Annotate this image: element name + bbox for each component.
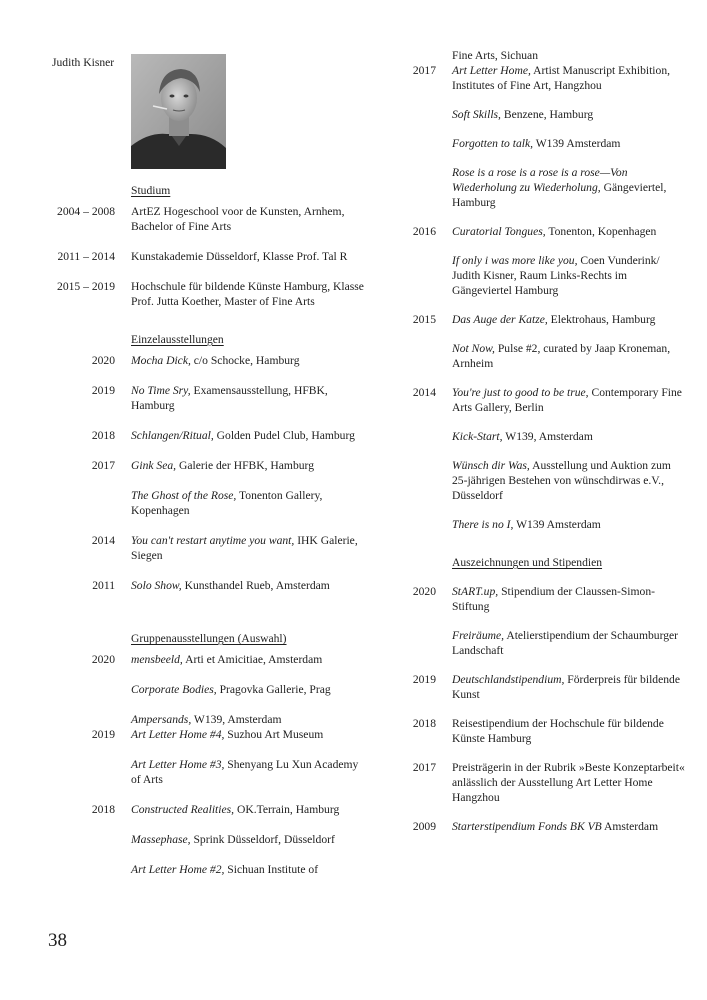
entry-text: Golden Pudel Club, Hamburg	[213, 429, 355, 442]
entry-text: Gängeviertel, Hamburg	[452, 181, 667, 209]
gruppenausstellungen-continued	[398, 48, 688, 532]
entry-year: 2017	[412, 64, 436, 77]
entry-text: Galerie der HFBK, Hamburg	[176, 459, 314, 472]
auszeichnungen-section	[398, 555, 688, 834]
entry-title: Art Letter Home,	[452, 64, 531, 77]
entry-text: Shenyang Lu Xun Academy of Arts	[131, 758, 359, 786]
entry-year: 2009	[412, 820, 436, 833]
entry-title: You can't restart anytime you want,	[131, 534, 295, 547]
cv-entry	[40, 249, 370, 264]
cv-entry	[398, 517, 688, 532]
entry-title: Gink Sea,	[131, 459, 177, 472]
entry-year: 2004 – 2008	[57, 205, 115, 218]
entry-year: 2018	[412, 717, 436, 730]
cv-entry	[398, 63, 688, 93]
entry-text: W139, Amsterdam	[502, 430, 593, 443]
entry-title: Forgotten to talk,	[452, 137, 534, 150]
entry-text: Sprink Düsseldorf, Düsseldorf	[190, 833, 335, 846]
entry-text: Suzhou Art Museum	[224, 728, 324, 741]
entry-year: 2014	[412, 386, 436, 399]
cv-entry	[398, 136, 688, 151]
entry-text: Kunsthandel Rueb, Amsterdam	[181, 579, 330, 592]
entry-text: Artist Manuscript Exhibition, Institutes of Fine Art, Hangzhou	[452, 64, 671, 92]
cv-entry	[398, 584, 688, 614]
entry-text: Tonenton Gallery, Kopenhagen	[131, 489, 323, 517]
entry-title: The Ghost of the Rose,	[131, 489, 237, 502]
entry-title: You're just to good to be true,	[452, 386, 589, 399]
studium-section	[40, 183, 370, 309]
entry-year: 2020	[412, 585, 436, 598]
entry-title: Freiräume,	[452, 629, 505, 642]
entry-year: 2017	[412, 761, 436, 774]
cv-entry	[40, 862, 370, 877]
cv-entry	[40, 279, 370, 309]
entry-title: Art Letter Home #2,	[131, 863, 225, 876]
entry-text: Atelierstipendium der Schaumburger Landschaft	[452, 629, 679, 657]
entry-text: Förderpreis für bildende Kunst	[452, 673, 680, 701]
entry-text: Stipendium der Claussen-Simon-Stiftung	[452, 585, 655, 613]
entry-text: Tonenton, Kopenhagen	[545, 225, 657, 238]
entry-year: 2018	[91, 429, 115, 442]
cv-entry	[40, 204, 370, 234]
cv-entry	[40, 727, 370, 742]
entry-title: mensbeeld,	[131, 653, 183, 666]
entry-text: Pulse #2, curated by Jaap Kroneman, Arnheim	[452, 342, 671, 370]
entry-text: OK.Terrain, Hamburg	[234, 803, 340, 816]
cv-entry	[398, 165, 688, 210]
entry-title: Ampersands,	[131, 713, 192, 726]
entry-title: Curatorial Tongues,	[452, 225, 546, 238]
entry-text: c/o Schocke, Hamburg	[190, 354, 300, 367]
cv-entry	[398, 760, 688, 805]
entry-text: Kunstakademie Düsseldorf, Klasse Prof. Tal R	[131, 250, 348, 263]
entry-year: 2011 – 2014	[57, 250, 115, 263]
entry-title: Mocha Dick,	[131, 354, 191, 367]
entry-text: W139, Amsterdam	[191, 713, 282, 726]
entry-year: 2017	[91, 459, 115, 472]
entry-year: 2014	[91, 534, 115, 547]
cv-entry	[40, 578, 370, 593]
entry-title: Massephase,	[131, 833, 191, 846]
cv-entry	[398, 341, 688, 371]
entry-title: Solo Show,	[131, 579, 182, 592]
entry-year: 2019	[91, 728, 115, 741]
entry-title: Not Now,	[452, 342, 495, 355]
entry-text: Coen Vunderink/ Judith Kisner, Raum Links-Rechts im Gängeviertel Hamburg	[452, 254, 660, 297]
cv-entry	[40, 652, 370, 667]
entry-text: Reisestipendium der Hochschule für bildende Künste Hamburg	[452, 717, 664, 745]
entry-text: W139 Amsterdam	[513, 518, 601, 531]
entry-year: 2015 – 2019	[57, 280, 115, 293]
entry-title: Soft Skills,	[452, 108, 501, 121]
entry-year: 2015	[412, 313, 436, 326]
entry-title: Deutschlandstipendium,	[452, 673, 565, 686]
artist-name: Judith Kisner	[52, 56, 115, 69]
entry-year: 2016	[412, 225, 436, 238]
cv-entry	[40, 802, 370, 817]
entry-year: 2018	[91, 803, 115, 816]
entry-title: No Time Sry,	[131, 384, 191, 397]
cv-entry	[398, 819, 688, 834]
entry-year: 2019	[412, 673, 436, 686]
einzelausstellungen-section	[40, 332, 370, 593]
entry-title: Wünsch dir Was,	[452, 459, 530, 472]
gruppenausstellungen-section	[40, 631, 370, 877]
cv-entry	[40, 832, 370, 847]
section-heading: Gruppenausstellungen (Auswahl)	[131, 632, 287, 645]
entry-title: Art Letter Home #4,	[131, 728, 225, 741]
cv-entry	[398, 253, 688, 298]
cv-entry	[398, 429, 688, 444]
cv-entry	[398, 385, 688, 415]
cv-entry	[398, 224, 688, 239]
entry-text: Sichuan Institute of	[224, 863, 319, 876]
cv-entry	[40, 458, 370, 473]
entry-text: Elektrohaus, Hamburg	[547, 313, 656, 326]
entry-text: Fine Arts, Sichuan	[452, 49, 538, 62]
entry-year: 2019	[91, 384, 115, 397]
entry-title: Kick-Start,	[452, 430, 503, 443]
cv-entry	[398, 48, 688, 63]
cv-entry	[398, 458, 688, 503]
section-heading: Studium	[131, 184, 171, 197]
entry-text: Arti et Amicitiae, Amsterdam	[182, 653, 323, 666]
entry-text: Hochschule für bildende Künste Hamburg, Klasse Prof. Jutta Koether, Master of Fine Arts	[131, 280, 364, 308]
entry-title: There is no I,	[452, 518, 514, 531]
entry-text: Ausstellung und Auktion zum 25-jährigen Bestehen von wünschdirwas e.V., Düsseldorf	[452, 459, 671, 502]
entry-year: 2020	[91, 354, 115, 367]
cv-entry	[40, 488, 370, 518]
section-heading: Auszeichnungen und Stipendien	[452, 556, 603, 569]
cv-entry	[398, 312, 688, 327]
cv-entry	[40, 533, 370, 563]
cv-entry	[40, 383, 370, 413]
entry-title: Das Auge der Katze,	[452, 313, 548, 326]
entry-text: W139 Amsterdam	[533, 137, 621, 150]
entry-text: ArtEZ Hogeschool voor de Kunsten, Arnhem, Bachelor of Fine Arts	[131, 205, 345, 233]
page-number: 38	[48, 930, 67, 951]
entry-title: Schlangen/Ritual,	[131, 429, 214, 442]
entry-title: Constructed Realities,	[131, 803, 235, 816]
entry-text: Preisträgerin in der Rubrik »Beste Konzeptarbeit« anlässlich der Ausstellung Art Letter Home Hangzhou	[452, 761, 685, 804]
cv-entry	[398, 107, 688, 122]
section-heading: Einzelausstellungen	[131, 333, 224, 346]
entry-year: 2020	[91, 653, 115, 666]
cv-entry	[40, 682, 370, 697]
portrait-photo	[131, 54, 226, 169]
entry-title: If only i was more like you,	[452, 254, 578, 267]
entry-text: IHK Galerie, Siegen	[131, 534, 358, 562]
entry-text: Examensausstellung, HFBK, Hamburg	[131, 384, 328, 412]
entry-title: Rose is a rose is a rose is a rose—Von Wiederholung zu Wiederholung,	[452, 166, 628, 194]
entry-text: Pragovka Gallerie, Prag	[216, 683, 331, 696]
entry-text: Contemporary Fine Arts Gallery, Berlin	[452, 386, 682, 414]
cv-entry	[398, 716, 688, 746]
entry-title: StART.up,	[452, 585, 499, 598]
cv-entry	[40, 353, 370, 368]
cv-entry	[40, 757, 370, 787]
entry-year: 2011	[92, 579, 115, 592]
right-column	[398, 48, 688, 834]
cv-entry	[398, 628, 688, 658]
cv-entry	[398, 672, 688, 702]
cv-entry	[40, 712, 370, 727]
entry-title: Starterstipendium Fonds BK VB	[452, 820, 602, 833]
entry-title: Art Letter Home #3,	[131, 758, 225, 771]
entry-text: Amsterdam	[601, 820, 659, 833]
left-column	[40, 183, 370, 877]
entry-title: Corporate Bodies,	[131, 683, 217, 696]
entry-text: Benzene, Hamburg	[500, 108, 594, 121]
cv-entry	[40, 428, 370, 443]
